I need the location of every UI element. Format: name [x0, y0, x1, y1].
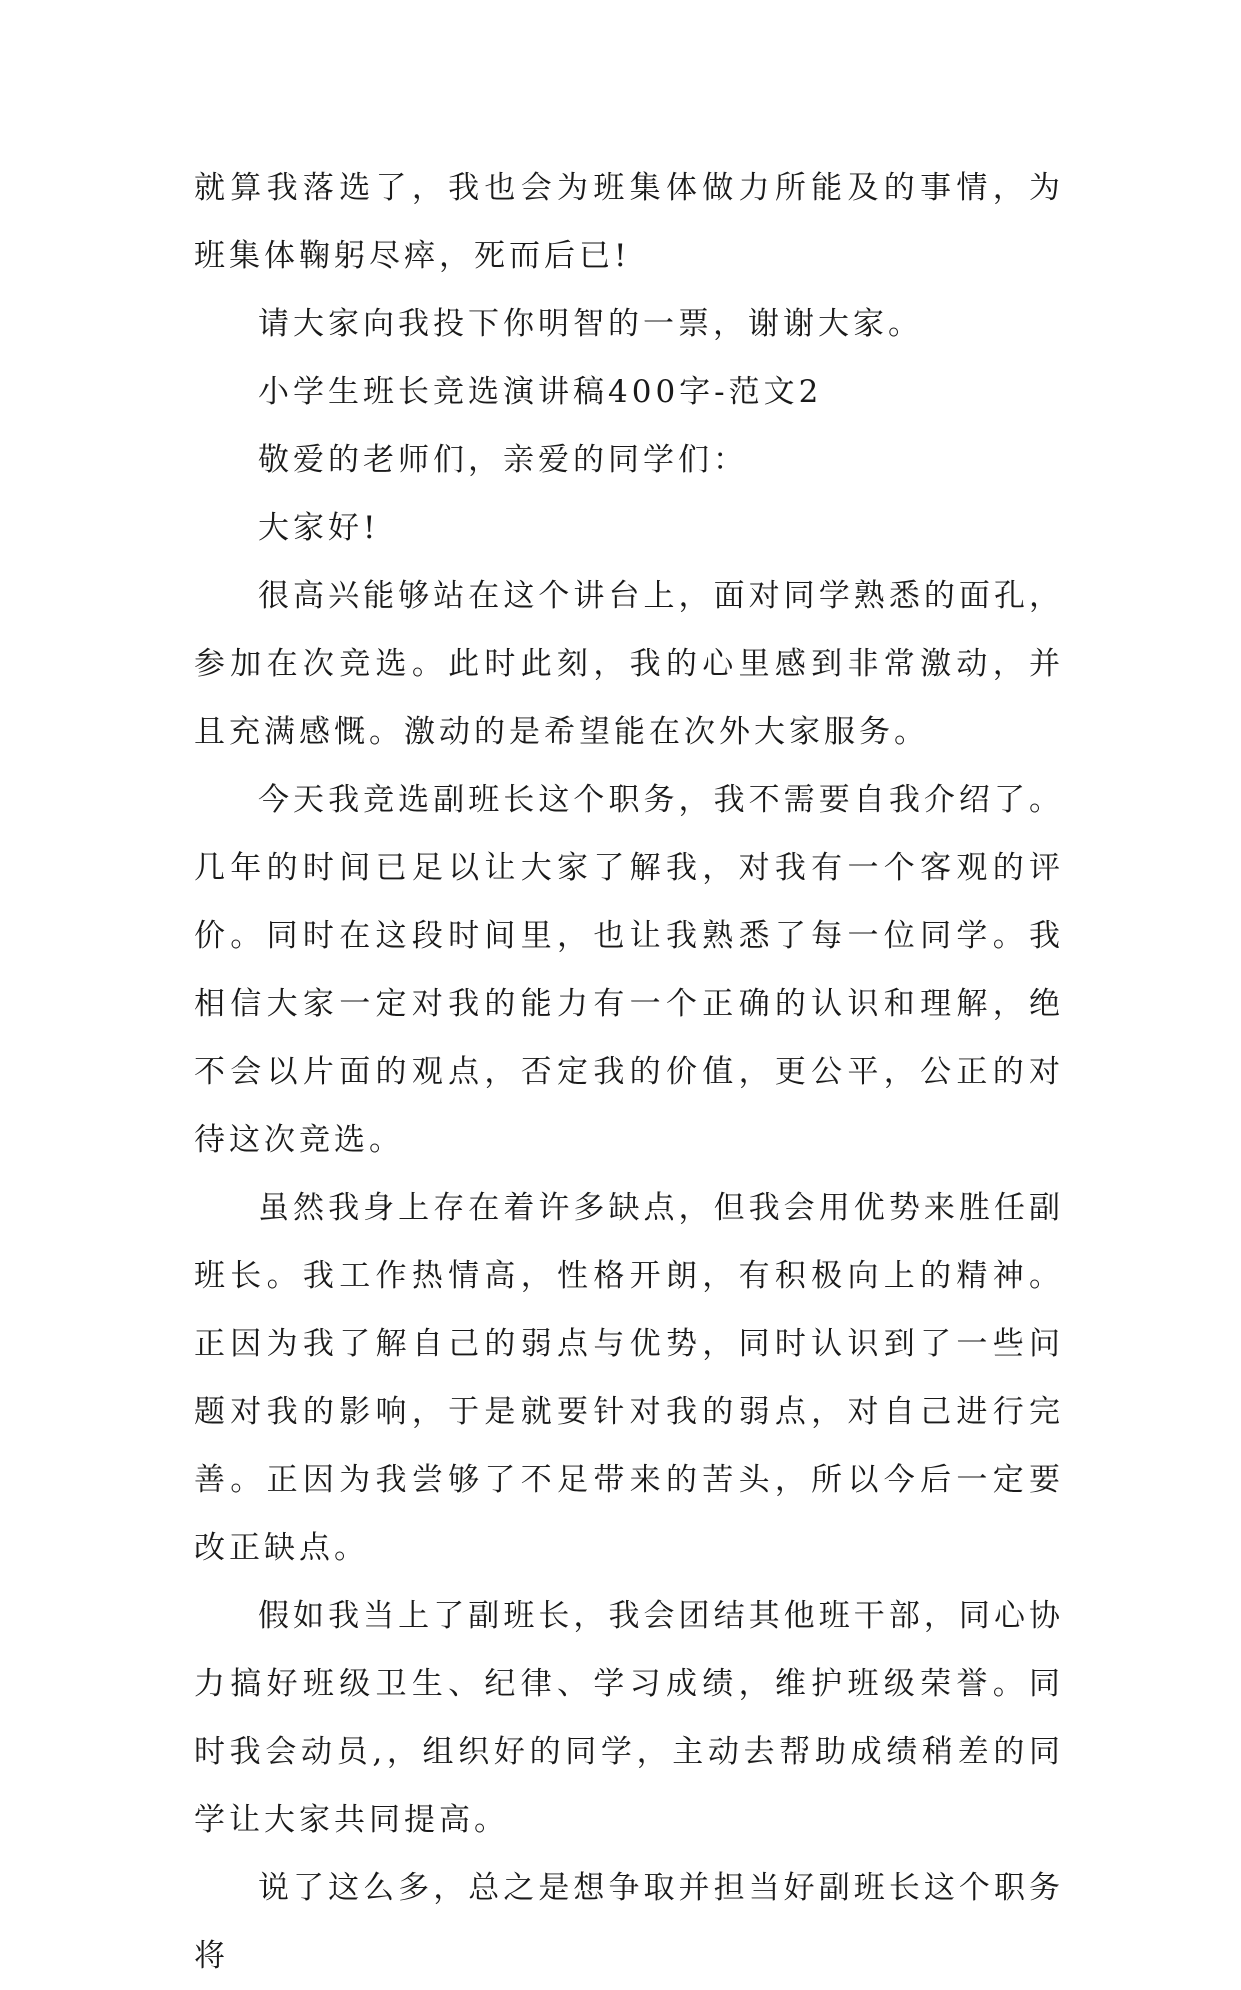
salutation: 敬爱的老师们，亲爱的同学们： — [258, 442, 748, 478]
paragraph-2: 请大家向我投下你明智的一票，谢谢大家。 — [258, 306, 923, 342]
paragraph-9: 假如我当上了副班长，我会团结其他班干部，同心协力搞好班级卫生、纪律、学习成绩，维护班级荣誉。同时我会动员,，组织好的同学，主动去帮助成绩稍差的同学让大家共同提高。 — [194, 1598, 1064, 1838]
greeting: 大家好! — [258, 510, 380, 546]
paragraph-10: 说了这么多，总之是想争取并担当好副班长这个职务将 — [194, 1870, 1064, 1974]
paragraph-8: 虽然我身上存在着许多缺点，但我会用优势来胜任副班长。我工作热情高，性格开朗，有积极向上的精神。正因为我了解自己的弱点与优势，同时认识到了一些问题对我的影响，于是就要针对我的弱点，对自己进行完善。正因为我尝够了不足带来的苦头，所以今后一定要改正缺点。 — [194, 1190, 1064, 1566]
document-page — [194, 154, 1064, 1990]
paragraph-7: 今天我竞选副班长这个职务，我不需要自我介绍了。几年的时间已足以让大家了解我，对我有一个客观的评价。同时在这段时间里，也让我熟悉了每一位同学。我相信大家一定对我的能力有一个正确的认识和理解，绝不会以片面的观点，否定我的价值，更公平，公正的对待这次竞选。 — [194, 782, 1064, 1158]
section-heading: 小学生班长竞选演讲稿400字-范文2 — [258, 374, 823, 410]
paragraph-1: 就算我落选了，我也会为班集体做力所能及的事情，为班集体鞠躬尽瘁，死而后已! — [194, 170, 1064, 274]
paragraph-6: 很高兴能够站在这个讲台上，面对同学熟悉的面孔，参加在次竞选。此时此刻，我的心里感到非常激动，并且充满感慨。激动的是希望能在次外大家服务。 — [194, 578, 1064, 750]
